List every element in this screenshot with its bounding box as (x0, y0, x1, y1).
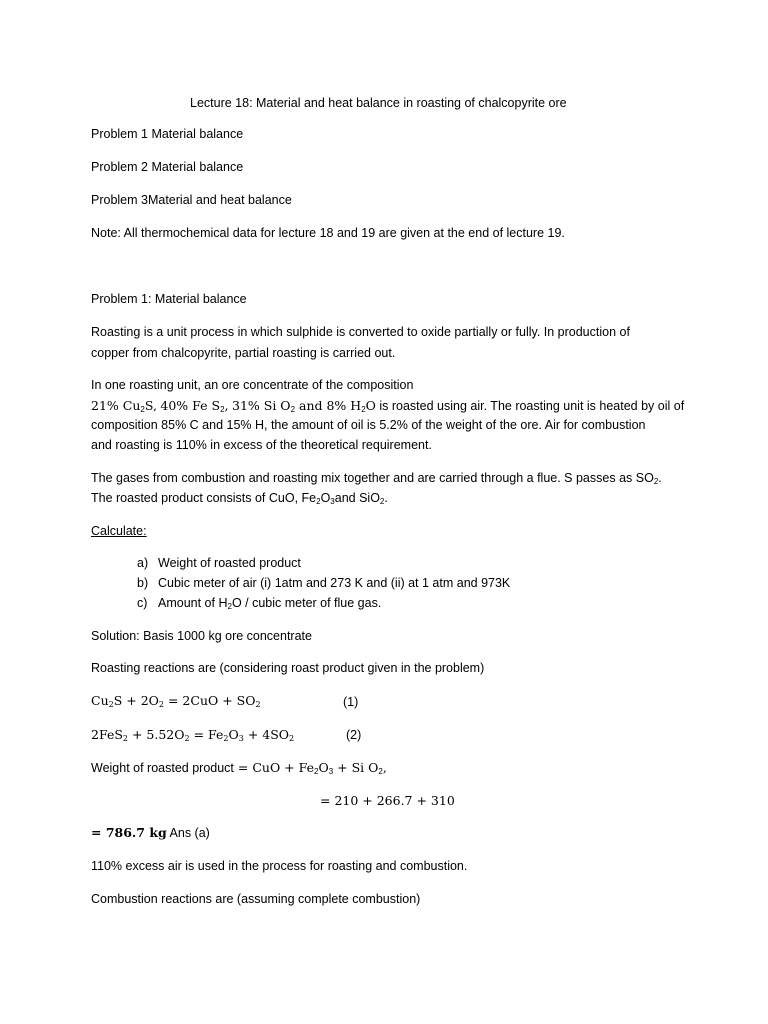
subscript: 2 (184, 734, 190, 743)
reaction-2-number: (2) (346, 728, 362, 742)
equation-label: Weight of roasted product (91, 761, 234, 775)
paragraph-text: and SiO (334, 491, 380, 505)
list-marker: c) (137, 596, 148, 610)
subscript: 2 (227, 602, 232, 611)
composition-text: is roasted using air. The roasting unit is heated by oil of (375, 399, 685, 413)
flue-gas-line (91, 470, 662, 486)
subscript: 2 (379, 497, 385, 506)
subscript: 2 (290, 405, 296, 414)
equation-text: 2FeS (91, 727, 123, 742)
problem-list-item-3: Problem 3Material and heat balance (91, 193, 292, 207)
reaction-1-number: (1) (343, 695, 359, 709)
paragraph-text: The gases from combustion and roasting mix together and are carried through a flue. S passes as SO (91, 471, 654, 485)
composition-fes2: 40% Fe S (160, 398, 221, 413)
composition-text: , (224, 398, 229, 413)
subscript: 2 (316, 497, 321, 506)
subscript: 3 (328, 767, 334, 776)
paragraph-line: composition 85% C and 15% H, the amount of oil is 5.2% of the weight of the ore. Air for combustion (91, 418, 646, 432)
subscript: 2 (122, 734, 128, 743)
list-text: Cubic meter of air (i) 1atm and 273 K and (ii) at 1 atm and 973K (158, 576, 511, 590)
equation-text: = CuO + Fe (233, 760, 315, 775)
answer-label: Ans (a) (169, 826, 210, 840)
excess-air-note: 110% excess air is used in the process for roasting and combustion. (91, 859, 468, 873)
subscript: 2 (289, 734, 295, 743)
reaction-2 (91, 727, 294, 743)
composition-h2o: 8% H (326, 398, 362, 413)
calculate-heading: Calculate: (91, 524, 147, 538)
problem1-heading: Problem 1: Material balance (91, 292, 247, 306)
paragraph-line: copper from chalcopyrite, partial roasting is carried out. (91, 346, 396, 360)
paragraph-text: . (384, 491, 388, 505)
list-item (137, 555, 301, 571)
equation-text: , (382, 760, 387, 775)
composition-line (91, 398, 684, 414)
subscript: 2 (140, 405, 145, 414)
subscript: 2 (314, 767, 319, 776)
list-text: Amount of H (158, 596, 228, 610)
paragraph-line: and roasting is 110% in excess of the theoretical requirement. (91, 438, 432, 452)
problem-list-item-2: Problem 2 Material balance (91, 160, 244, 174)
composition-text: and (295, 398, 327, 413)
equation-text: Cu (91, 693, 109, 708)
subscript: 2 (223, 734, 229, 743)
equation-text: O (318, 760, 329, 775)
composition-text: O (365, 398, 376, 413)
page-title: Lecture 18: Material and heat balance in roasting of chalcopyrite ore (190, 96, 567, 110)
paragraph-text: O (320, 491, 331, 505)
list-item (137, 595, 381, 611)
thermochemical-note: Note: All thermochemical data for lecture 18 and 19 are given at the end of lecture 19. (91, 226, 565, 240)
composition-text: S, (144, 398, 157, 413)
equation-text: + Si O (333, 760, 379, 775)
answer-line (91, 825, 210, 841)
list-text: Weight of roasted product (158, 556, 301, 570)
list-item (137, 575, 510, 591)
weight-values: = 210 + 266.7 + 310 (320, 793, 455, 808)
list-marker: b) (137, 576, 149, 590)
subscript: 2 (255, 700, 261, 709)
roasted-product-line (91, 490, 388, 506)
solution-basis: Solution: Basis 1000 kg ore concentrate (91, 629, 312, 643)
equation-text: = Fe (189, 727, 224, 742)
subscript: 3 (238, 734, 244, 743)
reaction-1 (91, 693, 261, 709)
paragraph-text: The roasted product consists of CuO, Fe (91, 491, 317, 505)
answer-value: = 786.7 kg (91, 825, 167, 840)
subscript: 2 (653, 477, 659, 486)
subscript: 2 (361, 405, 366, 414)
equation-text: = 2CuO + SO (164, 693, 256, 708)
problem-list-item-1: Problem 1 Material balance (91, 127, 244, 141)
list-marker: a) (137, 556, 149, 570)
subscript: 2 (158, 700, 164, 709)
subscript: 2 (108, 700, 114, 709)
subscript: 2 (378, 767, 383, 776)
roasting-reactions-intro: Roasting reactions are (considering roast product given in the problem) (91, 661, 485, 675)
list-text: O / cubic meter of flue gas. (231, 596, 382, 610)
paragraph-text: . (658, 471, 662, 485)
weight-equation (91, 760, 387, 776)
equation-text: O (228, 727, 239, 742)
subscript: 2 (220, 405, 225, 414)
paragraph-line: Roasting is a unit process in which sulphide is converted to oxide partially or fully. In production of (91, 325, 630, 339)
equation-text: S + 2O (113, 693, 159, 708)
paragraph-line: In one roasting unit, an ore concentrate of the composition (91, 378, 414, 392)
subscript: 3 (330, 497, 335, 506)
combustion-intro: Combustion reactions are (assuming complete combustion) (91, 892, 421, 906)
composition-sio2: 31% Si O (232, 398, 291, 413)
composition-cu2s: 21% Cu (91, 398, 141, 413)
equation-text: + 4SO (243, 727, 290, 742)
equation-text: + 5.52O (128, 727, 185, 742)
